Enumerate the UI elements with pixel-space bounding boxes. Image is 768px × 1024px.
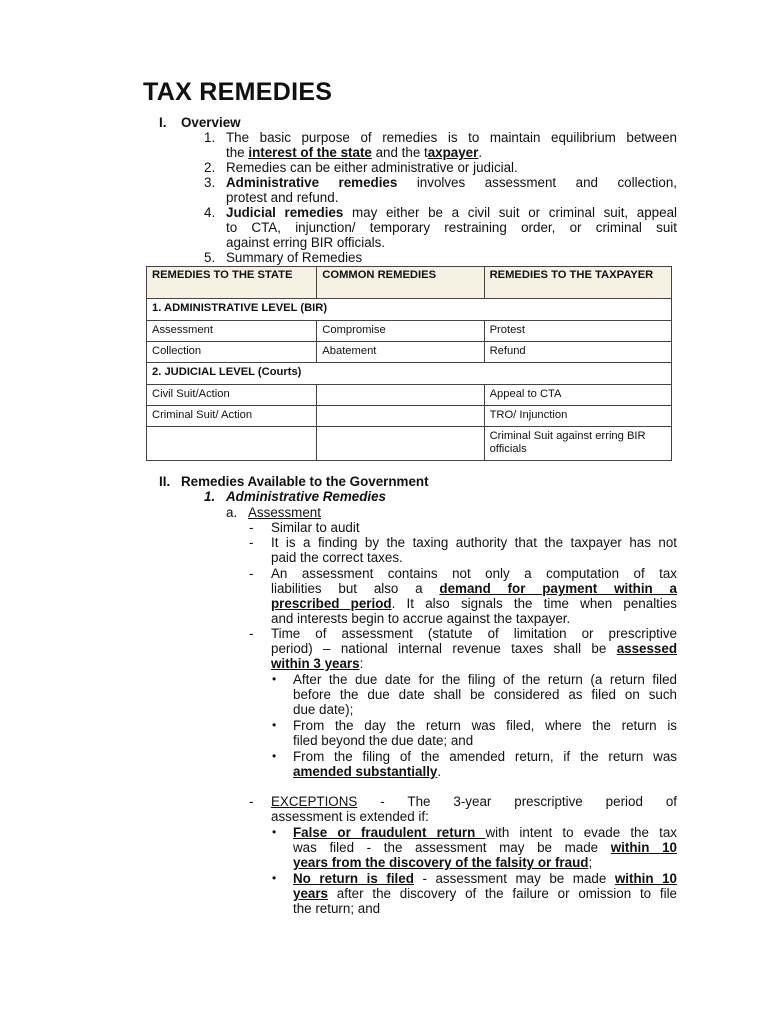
bullet-text: It is a finding by the taxing authority that the taxpayer has not (271, 535, 677, 550)
bullet-text: paid the correct taxes. (271, 550, 403, 565)
bullet-text: EXCEPTIONS - The 3-year prescriptive period of (271, 794, 677, 809)
table-cell: Protest (484, 321, 671, 342)
table-level-cell: 2. JUDICIAL LEVEL (Courts) (147, 363, 672, 385)
list-number: 5. (204, 250, 216, 265)
bullet-text: amended substantially. (293, 764, 442, 779)
subsection-heading: Administrative Remedies (226, 489, 387, 504)
bullet-text: within 3 years: (271, 656, 364, 671)
bullet-text: filed beyond the due date; and (293, 733, 474, 748)
table-cell: Assessment (147, 321, 317, 342)
table-cell: Abatement (317, 342, 484, 363)
list-item-text: to CTA, injunction/ temporary restraining order, or criminal suit (226, 220, 677, 235)
bullet-text: before the due date shall be considered as filed on such (293, 687, 677, 702)
bullet-text: period) – national internal revenue taxes shall be assessed (271, 641, 677, 656)
section-heading: Overview (181, 115, 241, 130)
table-level-row (147, 363, 672, 385)
dash-bullet: - (249, 794, 254, 809)
bullet-text: years from the discovery of the falsity or fraud; (293, 855, 593, 870)
dot-bullet: • (272, 825, 277, 839)
table-row (147, 406, 672, 427)
list-item-text: Administrative remedies involves assessment and collection, (226, 175, 678, 190)
list-item-text: Summary of Remedies (226, 250, 363, 265)
table-cell: Refund (484, 342, 671, 363)
table-row (147, 427, 672, 461)
dash-bullet: - (249, 566, 254, 581)
bullet-text: An assessment contains not only a computation of tax (271, 566, 677, 581)
bullet-text: years after the discovery of the failure or omission to file (293, 886, 677, 901)
bullet-text: and interests begin to accrue against the taxpayer. (271, 611, 571, 626)
dot-bullet: • (272, 672, 277, 686)
bullet-text: the return; and (293, 901, 381, 916)
dash-bullet: - (249, 520, 254, 535)
bullet-text: Similar to audit (271, 520, 360, 535)
table-cell: Compromise (317, 321, 484, 342)
summary-of-remedies-table (146, 266, 672, 461)
dot-bullet: • (272, 749, 277, 763)
table-level-row (147, 299, 672, 321)
list-number: 2. (204, 160, 216, 175)
list-item-text: protest and refund. (226, 190, 339, 205)
list-item-text: the interest of the state and the taxpayer. (226, 145, 483, 160)
table-cell (317, 385, 484, 406)
section-numeral: I. (159, 115, 167, 130)
section-numeral: II. (159, 474, 171, 489)
table-header-cell: REMEDIES TO THE STATE (147, 267, 317, 299)
table-cell: Criminal Suit/ Action (147, 406, 317, 427)
list-item-text: The basic purpose of remedies is to maintain equilibrium between (226, 130, 677, 145)
table-row (147, 342, 672, 363)
table-header-row (147, 267, 672, 299)
table-level-cell: 1. ADMINISTRATIVE LEVEL (BIR) (147, 299, 672, 321)
table-row (147, 385, 672, 406)
page-title: TAX REMEDIES (143, 78, 333, 106)
bullet-text: No return is filed - assessment may be made within 10 (293, 871, 677, 886)
bullet-text: False or fraudulent return with intent to evade the tax (293, 825, 677, 840)
list-item-text: against erring BIR officials. (226, 235, 386, 250)
table-cell: Criminal Suit against erring BIR officials (484, 427, 671, 461)
bullet-text: was filed - the assessment may be made within 10 (293, 840, 677, 855)
table-cell: Appeal to CTA (484, 385, 671, 406)
bullet-text: liabilities but also a demand for payment within a (271, 581, 677, 596)
list-number: 1. (204, 130, 216, 145)
list-number: 3. (204, 175, 216, 190)
table-header-cell: COMMON REMEDIES (317, 267, 484, 299)
dash-bullet: - (249, 535, 254, 550)
bullet-text: After the due date for the filing of the return (a return filed (293, 672, 677, 687)
table-cell: TRO/ Injunction (484, 406, 671, 427)
table-cell (317, 427, 484, 461)
table-cell (147, 427, 317, 461)
bullet-text: due date); (293, 702, 354, 717)
bullet-text: Time of assessment (statute of limitation or prescriptive (271, 626, 677, 641)
item-heading: Assessment (248, 505, 321, 520)
dash-bullet: - (249, 626, 254, 641)
list-item-text: Judicial remedies may either be a civil suit or criminal suit, appeal (226, 205, 677, 220)
list-item-text: Remedies can be either administrative or judicial. (226, 160, 518, 175)
table-header-cell: REMEDIES TO THE TAXPAYER (484, 267, 671, 299)
table-cell: Civil Suit/Action (147, 385, 317, 406)
table-cell: Collection (147, 342, 317, 363)
section-heading: Remedies Available to the Government (181, 474, 429, 489)
table-row (147, 321, 672, 342)
bullet-text: From the day the return was filed, where the return is (293, 718, 677, 733)
dot-bullet: • (272, 718, 277, 732)
bullet-text: From the filing of the amended return, if the return was (293, 749, 677, 764)
dot-bullet: • (272, 871, 277, 885)
item-letter: a. (226, 505, 238, 520)
list-number: 4. (204, 205, 216, 220)
subsection-number: 1. (204, 489, 216, 504)
bullet-text: prescribed period. It also signals the time when penalties (271, 596, 678, 611)
table-cell (317, 406, 484, 427)
bullet-text: assessment is extended if: (271, 809, 429, 824)
